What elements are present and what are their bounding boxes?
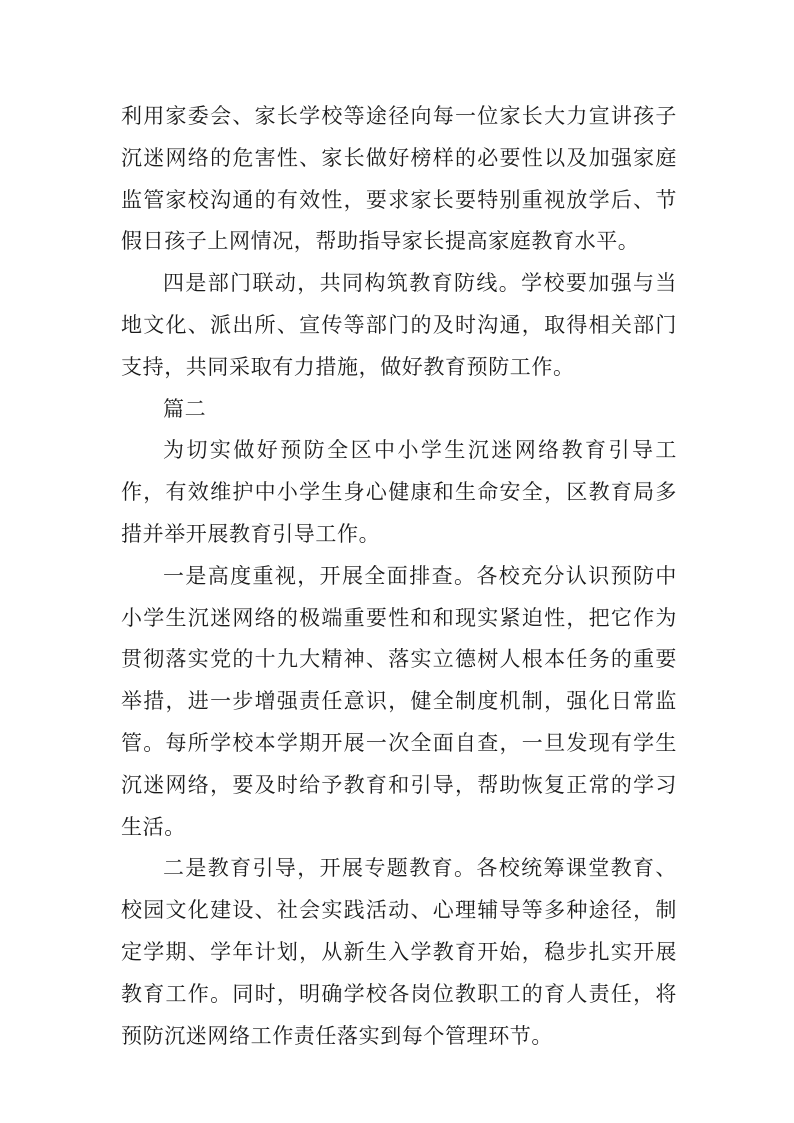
paragraph-point-four: 四是部门联动，共同构筑教育防线。学校要加强与当地文化、派出所、宣传等部门的及时沟通，取得相关部门支持，共同采取有力措施，做好教育预防工作。 bbox=[121, 271, 677, 379]
document-body bbox=[121, 96, 677, 1057]
paragraph-point-two: 二是教育引导，开展专题教育。各校统筹课堂教育、校园文化建设、社会实践活动、心理辅导等多种途径，制定学期、学年计划，从新生入学教育开始，稳步扎实开展教育工作。同时，明确学校各岗位教职工的育人责任，将预防沉迷网络工作责任落实到每个管理环节。 bbox=[121, 856, 677, 1048]
paragraph-continuation: 利用家委会、家长学校等途径向每一位家长大力宣讲孩子沉迷网络的危害性、家长做好榜样的必要性以及加强家庭监管家校沟通的有效性，要求家长要特别重视放学后、节假日孩子上网情况，帮助指导家长提高家庭教育水平。 bbox=[121, 104, 677, 254]
section-heading: 篇二 bbox=[163, 396, 207, 421]
paragraph-intro: 为切实做好预防全区中小学生沉迷网络教育引导工作，有效维护中小学生身心健康和生命安全，区教育局多措并举开展教育引导工作。 bbox=[121, 438, 677, 546]
paragraph-point-one: 一是高度重视，开展全面排查。各校充分认识预防中小学生沉迷网络的极端重要性和和现实紧迫性，把它作为贯彻落实党的十九大精神、落实立德树人根本任务的重要举措，进一步增强责任意识，健全制度机制，强化日常监管。每所学校本学期开展一次全面自查，一旦发现有学生沉迷网络，要及时给予教育和引导，帮助恢复正常的学习生活。 bbox=[121, 563, 677, 839]
